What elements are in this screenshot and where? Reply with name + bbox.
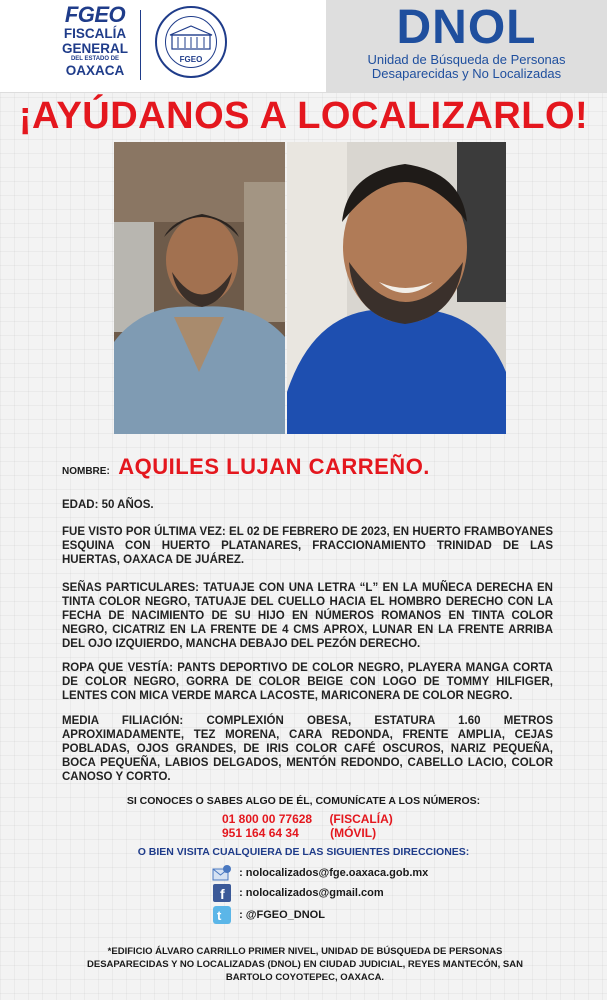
fgeo-line-1: FISCALÍA xyxy=(63,26,127,41)
fgeo-line-2: GENERAL xyxy=(61,41,128,56)
phone-number-2[interactable]: 951 164 64 34 xyxy=(222,826,299,840)
header-divider xyxy=(140,10,141,80)
fgeo-logo-mark: FGEO xyxy=(64,2,126,27)
fgeo-line-3: DEL ESTADO DE xyxy=(70,56,120,62)
building-icon xyxy=(166,23,216,53)
last-seen: FUE VISTO POR ÚLTIMA VEZ: EL 02 DE FEBRERO DE 2023, EN HUERTO FRAMBOYANES ESQUINA CON HUERTO PLATANARES, FRACCIONAMIENTO TRINIDAD DE LAS HUERTAS, OAXACA DE JUÁREZ. xyxy=(62,526,553,566)
name-row xyxy=(62,454,562,480)
svg-text:t: t xyxy=(217,908,222,923)
facebook-icon xyxy=(212,884,232,902)
email-icon xyxy=(212,864,232,882)
dnol-subtitle xyxy=(326,53,607,81)
dnol-title: DNOL xyxy=(396,1,537,54)
distinguishing-marks: SEÑAS PARTICULARES: TATUAJE CON UNA LETRA “L” EN LA MUÑECA DERECHA EN TINTA COLOR NEGRO, TATUAJE DEL CUELLO HACIA EL HOMBRO DERECHO CON LA FECHA DE NACIMIENTO DE SU HIJO EN NÚMEROS ROMANOS EN TINTA COLOR NEGRO, CICATRIZ EN LA FRENTE DE 4 CMS APROX, LUNAR EN LA FRENTE ARRIBA DEL OJO IZQUIERDO, MANCHA DEBAJO DEL PEZÓN DERECHO. xyxy=(62,582,553,650)
dnol-subtitle-line-2: Desaparecidas y No Localizadas xyxy=(371,66,562,81)
seal-label: FGEO xyxy=(179,55,203,64)
header xyxy=(0,0,607,93)
facebook-account[interactable]: : nolocalizados@gmail.com xyxy=(239,886,384,899)
visit-instructions: O BIEN VISITA CUALQUIERA DE LAS SIGUIENTES DIRECCIONES: xyxy=(137,846,470,858)
person-name: AQUILES LUJAN CARREÑO. xyxy=(118,454,430,479)
email-row xyxy=(212,864,428,884)
person-photo-1-image xyxy=(114,142,285,434)
name-label: NOMBRE: xyxy=(62,466,110,477)
phone-row-1 xyxy=(222,812,482,826)
fgeo-logo xyxy=(55,4,135,78)
physical-description: MEDIA FILIACIÓN: COMPLEXIÓN OBESA, ESTATURA 1.60 METROS APROXIMADAMENTE, TEZ MORENA, CARA REDONDA, FRENTE AMPLIA, CEJAS POBLADAS, OJOS GRANDES, DE IRIS COLOR CAFÉ OSCUROS, NARIZ PEQUEÑA, BOCA PEQUEÑA, LABIOS DELGADOS, MENTÓN REDONDO, CABELLO LACIO, COLOR CANOSO Y CORTO. xyxy=(62,715,553,783)
age: EDAD: 50 AÑOS. xyxy=(62,499,154,511)
phone-label-2: (MÓVIL) xyxy=(330,826,377,840)
footer-address: *EDIFICIO ÁLVARO CARRILLO PRIMER NIVEL, UNIDAD DE BÚSQUEDA DE PERSONAS DESAPARECIDAS Y NO LOCALIZADAS (DNOL) EN CIUDAD JUDICIAL, REYES MANTECÓN, SAN BARTOLO COYOTEPEC, OAXACA. xyxy=(87,946,523,983)
person-photo-1 xyxy=(114,142,285,434)
contact-intro: SI CONOCES O SABES ALGO DE ÉL, COMUNÍCATE A LOS NÚMEROS: xyxy=(126,795,481,807)
state-seal-icon xyxy=(155,6,227,78)
fgeo-line-4: OAXACA xyxy=(65,63,125,78)
email-address[interactable]: : nolocalizados@fge.oaxaca.gob.mx xyxy=(239,866,429,879)
twitter-row xyxy=(212,906,325,926)
clothing: ROPA QUE VESTÍA: PANTS DEPORTIVO DE COLOR NEGRO, PLAYERA MANGA CORTA DE COLOR NEGRO, GORRA DE COLOR BEIGE CON LOGO DE TOMMY HILFIGER, LENTES CON MICA VERDE MARCA LACOSTE, MARICONERA DE COLOR NEGRO. xyxy=(62,662,553,702)
phone-label-1: (FISCALÍA) xyxy=(329,812,393,826)
person-photo-2-image xyxy=(287,142,506,434)
facebook-row xyxy=(212,884,384,904)
phone-number-1[interactable]: 01 800 00 77628 xyxy=(222,812,313,826)
svg-text:f: f xyxy=(220,886,225,902)
person-photo-2 xyxy=(287,142,506,434)
twitter-icon xyxy=(212,906,232,924)
headline-banner: ¡AYÚDANOS A LOCALIZARLO! xyxy=(18,95,589,137)
phone-row-2 xyxy=(222,826,482,840)
dnol-subtitle-line-1: Unidad de Búsqueda de Personas xyxy=(367,52,566,67)
twitter-handle[interactable]: : @FGEO_DNOL xyxy=(239,908,325,921)
